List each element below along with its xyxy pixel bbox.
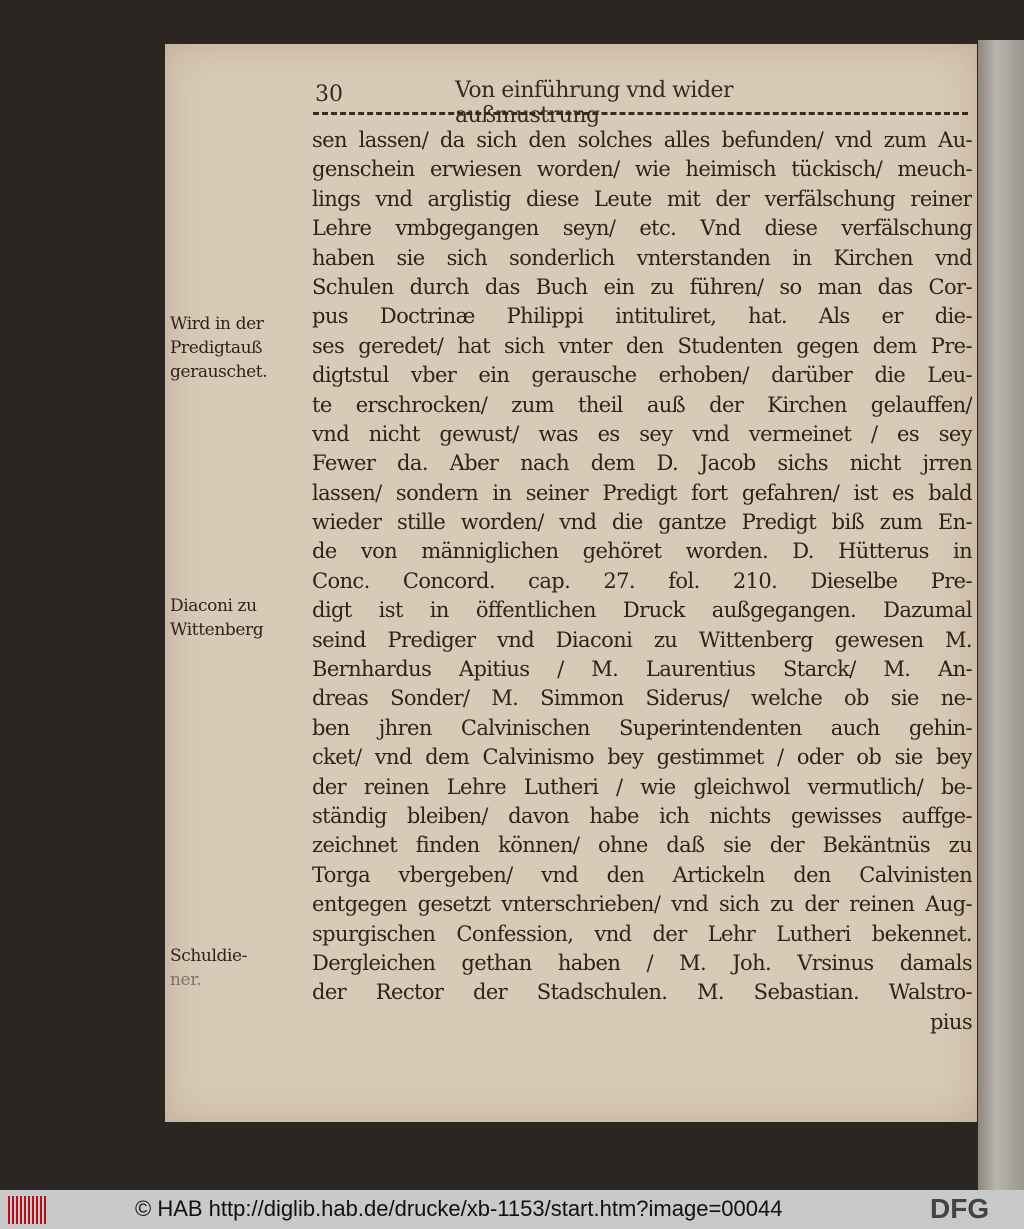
running-title: Von einführung vnd wider außmustrung [455, 78, 734, 128]
text-line: haben sie sich sonderlich vnterstanden in Kirchen vnd [312, 245, 972, 270]
source-link[interactable]: © HAB http://diglib.hab.de/drucke/xb-1153/start.htm?image=00044 [135, 1196, 783, 1221]
text-line: ben jhren Calvinischen Superintendenten auch gehin- [312, 715, 972, 740]
header-rule [313, 112, 968, 115]
text-line: Fewer da. Aber nach dem D. Jacob sichs nicht jrren [312, 451, 972, 476]
text-line: Torga vbergeben/ vnd den Artickeln den Calvinisten [312, 862, 972, 887]
footer-bar [0, 1190, 1024, 1229]
margin-note [170, 594, 263, 642]
margin-note-line: gerauschet. [170, 362, 268, 382]
margin-note [170, 312, 267, 384]
text-line: Schulen durch das Buch ein zu führen/ so man das Cor- [312, 274, 972, 299]
text-line: vnd nicht gewust/ was es sey vnd vermeinet / es sey [312, 421, 972, 446]
text-line: zeichnet finden können/ ohne daß sie der Bekäntnüs zu [312, 833, 972, 858]
text-line: wieder stille worden/ vnd die gantze Predigt biß zum En- [312, 510, 972, 535]
text-line: de von männiglichen gehöret worden. D. Hütterus in [312, 539, 972, 564]
dfg-logo: DFG [930, 1193, 990, 1224]
margin-note-line: Predigtauß [170, 338, 263, 358]
text-line: pius [929, 1009, 972, 1034]
text-line: Bernhardus Apitius / M. Laurentius Starck/ M. An- [312, 657, 972, 682]
text-line: seind Prediger vnd Diaconi zu Wittenberg gewesen M. [312, 627, 972, 652]
margin-note-line: Schuldie- [170, 946, 248, 966]
next-page-edge [978, 40, 1024, 1190]
text-line: entgegen gesetzt vnterschrieben/ vnd sich zu der reinen Aug- [312, 892, 972, 917]
text-line: sen lassen/ da sich den solches alles befunden/ vnd zum Au- [312, 128, 972, 152]
margin-note-line: Diaconi zu [170, 596, 257, 616]
text-line: Lehre vmbgegangen seyn/ etc. Vnd diese verfälschung [312, 216, 972, 241]
text-line: digt ist in öffentlichen Druck außgegangen. Dazumal [312, 598, 972, 623]
text-line: der reinen Lehre Lutheri / wie gleichwol vermutlich/ be- [312, 774, 972, 799]
page-number: 30 [315, 82, 343, 107]
text-line: cket/ vnd dem Calvinismo bey gestimmet / oder ob sie bey [312, 745, 972, 770]
text-line: dreas Sonder/ M. Simmon Siderus/ welche ob sie ne- [312, 686, 972, 711]
text-line: digtstul vber ein gerausche erhoben/ darüber die Leu- [312, 363, 972, 388]
text-line: lassen/ sondern in seiner Predigt fort gefahren/ ist es bald [312, 480, 972, 505]
book-page [165, 44, 977, 1122]
text-line: lings vnd arglistig diese Leute mit der verfälschung reiner [312, 186, 972, 211]
margin-note-line: ner. [170, 970, 202, 990]
text-line: Conc. Concord. cap. 27. fol. 210. Dieselbe Pre- [312, 568, 972, 593]
text-line: pus Doctrinæ Philippi intituliret, hat. Als er die- [312, 304, 972, 329]
text-line: ses geredet/ hat sich vnter den Studenten gegen dem Pre- [312, 333, 972, 358]
margin-note-line: Wird in der [170, 314, 264, 334]
page-header [315, 78, 815, 128]
margin-note [170, 944, 247, 992]
text-line: der Rector der Stadschulen. M. Sebastian. Walstro- [312, 980, 972, 1005]
text-line: genschein erwiesen worden/ wie heimisch tückisch/ meuch- [312, 157, 972, 182]
hab-logo-icon [8, 1196, 46, 1224]
text-line: Dergleichen gethan haben / M. Joh. Vrsinus damals [312, 950, 972, 975]
body-text [312, 126, 972, 1037]
text-line: te erschrocken/ zum theil auß der Kirchen gelauffen/ [312, 392, 972, 417]
text-line: spurgischen Confession, vnd der Lehr Lutheri bekennet. [312, 921, 972, 946]
margin-note-line: Wittenberg [170, 620, 264, 640]
text-line: ständig bleiben/ davon habe ich nichts gewisses auffge- [312, 803, 972, 828]
